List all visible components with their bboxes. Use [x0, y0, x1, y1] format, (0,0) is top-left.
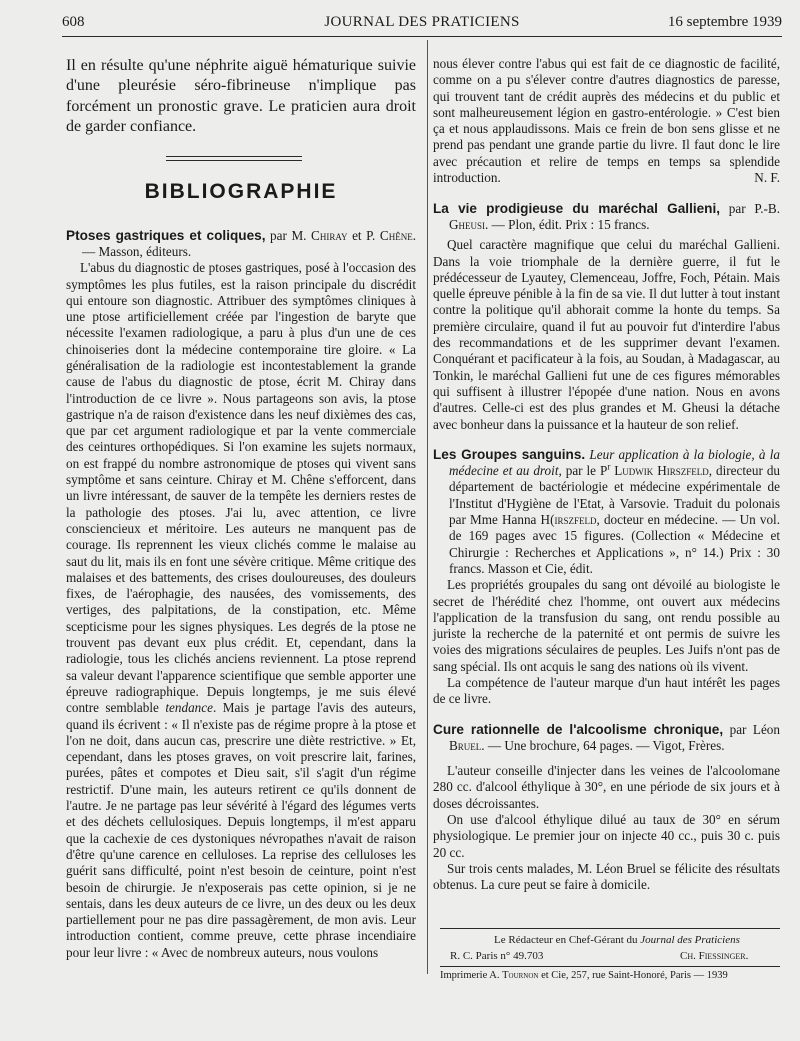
editor-line [494, 934, 740, 946]
page-header [62, 14, 782, 36]
review-publisher: . — Masson, éditeurs. [82, 227, 416, 259]
bibliography-rule-top-2 [166, 160, 302, 161]
review-heading-alcoolisme [433, 722, 780, 755]
review-body-ptoses [66, 260, 416, 961]
review-text: . Mais je partage l'avis des auteurs, quand ils écrivent : « Il n'existe pas de régime propre à la ptose et l'on ne doit, dans aucun cas, prescrire une diète restrictive. » Et, cependant, dans les ptoses graves, on voit prescrire lait, farines, purées, pâtes et compotes et Dieu sait, s'il s'agit d'un régime restrictif. D'une main, les auteurs retirent ce qu'ils donnent de l'autre. Je ne partage pas leur sévérité à l'égard des légumes verts et des déchets cellulosiques. Depuis longtemps, il m'est apparu que la cachexie de ces dystoniques névropathes n'avait de raison d'être qu'une carence en celluloses. La reprise des celluloses les guérit sans difficulté, point n'est besoin de ceinture, point n'est besoin de chirurgie. Je n'exposerais pas cette opinion, si je ne sentais, dans les deux auteurs de ce livre, un des deux ou les deux partiellement pour ne pas dire passagèrement, de mon avis. Leur introduction contient, comme preuve, cette phrase incendiaire pour leur livre : « Avec de nombreux auteurs, nous voulons [66, 700, 417, 960]
review-translator: irszfeld [554, 512, 597, 528]
review-by-sup: r [607, 461, 611, 472]
review-author: Ludwik Hirszfeld [610, 463, 709, 479]
review-title: Cure rationnelle de l'alcoolisme chronique, [433, 721, 724, 737]
header-rule [62, 36, 782, 37]
review-text: L'abus du diagnostic de ptoses gastriques, posé à l'occasion des symptômes les plus futiles, est la raison principale du discrédit qui entoure son diagnostic. Attribuer des symptômes cliniques à une ptose artificiellement créée par l'ingestion de baryte que nécessite l'examen radiologique, a paru à plus d'un une de ces chinoiseries dont la médecine contemporaine tire gloire. « La généralisation de la radiologie est incontestablement la grande cause de l'abus du diagnostic de ptose, écrit M. Chiray dans l'introduction de ce livre ». Nous partageons son avis, la ptose gastrique n'a de raison d'existence dans les neuf dixièmes des cas, que par cet argument radiologique et par la vente commerciale des ceintures orthopédiques. Si l'on examine les sujets normaux, on est frappé du nombre astronomique de ptoses qui vivent sans symptôme et sans ceinture. Chiray et M. Chêne s'efforcent, dans un livre intéressant, de sauver de la tempête les derniers restes de la pathologie des ptoses. J'ai lu, avec attention, ce livre consciencieux et méritoire. Les auteurs ne manquent pas de courage. Ils reprennent les vieux clichés comme le malaise au saut du lit, mais ils en font une sévère critique. Même critique des malaises et des battements, des crises douloureuses, des douleurs fixes, de l'aérophagie, des nausées, des vomissements, des vertiges, des palpitations, de la constipation, etc. Même scepticisme pour les signes physiques. Les degrés de la ptose ne trouvent pas devant eux plus crédit. Et, cependant, dans la radiologie, tous les clichés anciens reviennent. La ptose reprend sa valeur devant l'apparence scientifique que semble apporter une épreuve radiographique. Depuis longtemps, je me suis élevé contre semblable [66, 260, 416, 716]
review-by: par Léon [723, 721, 780, 737]
review-subtitle: Leur application à la biologie, à la médecine et au droit, [449, 446, 780, 479]
journal-title: JOURNAL DES PRATICIENS [324, 14, 520, 30]
reviewer-signature: N. F. [754, 170, 780, 186]
review-body-alcoolisme-2: On use d'alcool éthylique dilué au taux de 30° en sérum physiologique. Le premier jour on injecte 40 cc., puis 30 c. puis 20 cc. [433, 812, 780, 860]
review-heading-groupes [433, 447, 780, 577]
printer-address: et Cie, 257, rue Saint-Honoré, Paris — 1939 [538, 970, 728, 981]
review-body-gallieni: Quel caractère magnifique que celui du maréchal Gallieni. Dans la voie triomphale de la dernière guerre, il fut le prédécesseur de Lyautey, Clemenceau, Joffre, Foch, Pétain. Mais quelle épreuve pénible à la fin de sa vie. Il dut lutter à tout instant contre la politique qu'il abhorait comme la honte du temps. Sa première circulaire, quand il fut au pouvoir fut d'interdire l'abus des recommandations et de les supprimer devant l'examen. Conquérant et pacificateur à la fois, au Soudan, à Madagascar, au Tonkin, le maréchal Gallieni fut une de ces figures mémorables qui suffisent à illustrer l'épopée d'une nation. Nous en avons d'autres. Celle-ci est des plus grandes et M. Gheusi la détache avec bonheur dans la puissance et la hauteur de son relief. [433, 237, 780, 432]
right-column [433, 56, 780, 894]
continuation-paragraph: nous élever contre l'abus qui est fait de ce diagnostic de facilité, comme on a pu s'élever contre d'autres diagnostics de paresse, qui trouvent tant de crédit auprès des médecins et du public et sont malheureusement légion en gastro-entérologie. » C'est bien ça et nous applaudissons. Mais ce frein de bon sens glisse et ne prend pas pendant une grande partie du livre. Il faut donc le lire avec précaution et relire de temps en temps sa splendide introduction. [433, 56, 780, 186]
review-title: Ptoses gastriques et coliques, [66, 227, 266, 243]
review-by: par P.-B. [720, 200, 780, 216]
review-author: Bruel [449, 737, 482, 753]
printer-name: Tournon [502, 970, 539, 981]
editor-label: Le Rédacteur en Chef-Gérant du [494, 934, 641, 946]
review-by: par M. [265, 227, 312, 243]
bibliography-rule-top [166, 156, 302, 157]
printer-label: Imprimerie A. [440, 970, 503, 981]
review-body-alcoolisme-1: L'auteur conseille d'injecter dans les veines de l'alcoolomane 280 cc. d'alcool éthylique à 30°, en une période de six jours et à doses décroissantes. [433, 763, 780, 811]
printer-line [440, 970, 728, 981]
review-details: , docteur en médecine. — Un vol. de 169 pages avec 15 figures. (Collection « Médecine et Chirurgie : Recherches et Applications », n° 14.) Prix : 30 francs. Masson et Cie, édit. [449, 512, 780, 576]
review-text-italic: tendance [165, 700, 213, 716]
footer-rule-bottom [440, 966, 780, 967]
review-publisher: . — Une brochure, 64 pages. — Vigot, Frères. [481, 737, 725, 753]
issue-date: 16 septembre 1939 [667, 14, 782, 30]
editor-journal: Journal des Praticiens [640, 934, 740, 946]
footer-rule-top [440, 928, 780, 929]
review-author: Chêne [379, 227, 413, 243]
page-number: 608 [62, 14, 85, 30]
section-title: BIBLIOGRAPHIE [144, 179, 338, 203]
review-title: La vie prodigieuse du maréchal Gallieni, [433, 200, 721, 216]
review-body-groupes-1: Les propriétés groupales du sang ont dévoilé au biologiste le secret de l'hérédité chez l'homme, ont ouvert aux médecins l'application de la transfusion du sang, ont rendu possible au juriste la recherche de la paternité et ont permis de suivre les voies des migrations séculaires de peuples. Les Juifs n'ont pas de sang spécial. Ils ont acquis le sang des nations où ils vivent. [433, 577, 780, 674]
review-details: , directeur du département de bactériologie et médecine expérimentale de l'Institut d'Hygiène de l'Etat, à Varsovie. Traduit du polonais par Mme Hanna H( [449, 463, 781, 528]
review-author: Chiray [311, 227, 348, 243]
review-title: Les Groupes sanguins. [433, 446, 586, 462]
left-column [66, 56, 416, 961]
bibliography-heading-block [66, 156, 416, 222]
review-publisher: . — Plon, édit. Prix : 15 francs. [485, 216, 650, 232]
review-by: par le P [561, 463, 608, 479]
review-and: et P. [347, 227, 380, 243]
column-divider [427, 40, 428, 974]
review-body-groupes-2: La compétence de l'auteur marque d'un haut intérêt les pages de ce livre. [433, 674, 780, 707]
rc-line: R. C. Paris n° 49.703 [450, 950, 544, 962]
review-body-alcoolisme-3: Sur trois cents malades, M. Léon Bruel se félicite des résultats obtenus. La cure peut se faire à domicile. [433, 860, 780, 893]
review-heading-ptoses [66, 228, 416, 261]
intro-paragraph: Il en résulte qu'une néphrite aiguë hématurique suivie d'une pleurésie séro-fibrineuse n'implique pas forcément un pronostic grave. Le praticien aura droit de garder confiance. [66, 57, 416, 136]
signatory: Ch. Fiessinger. [680, 950, 749, 962]
review-heading-gallieni [433, 201, 780, 234]
review-author: Gheusi [449, 216, 486, 232]
